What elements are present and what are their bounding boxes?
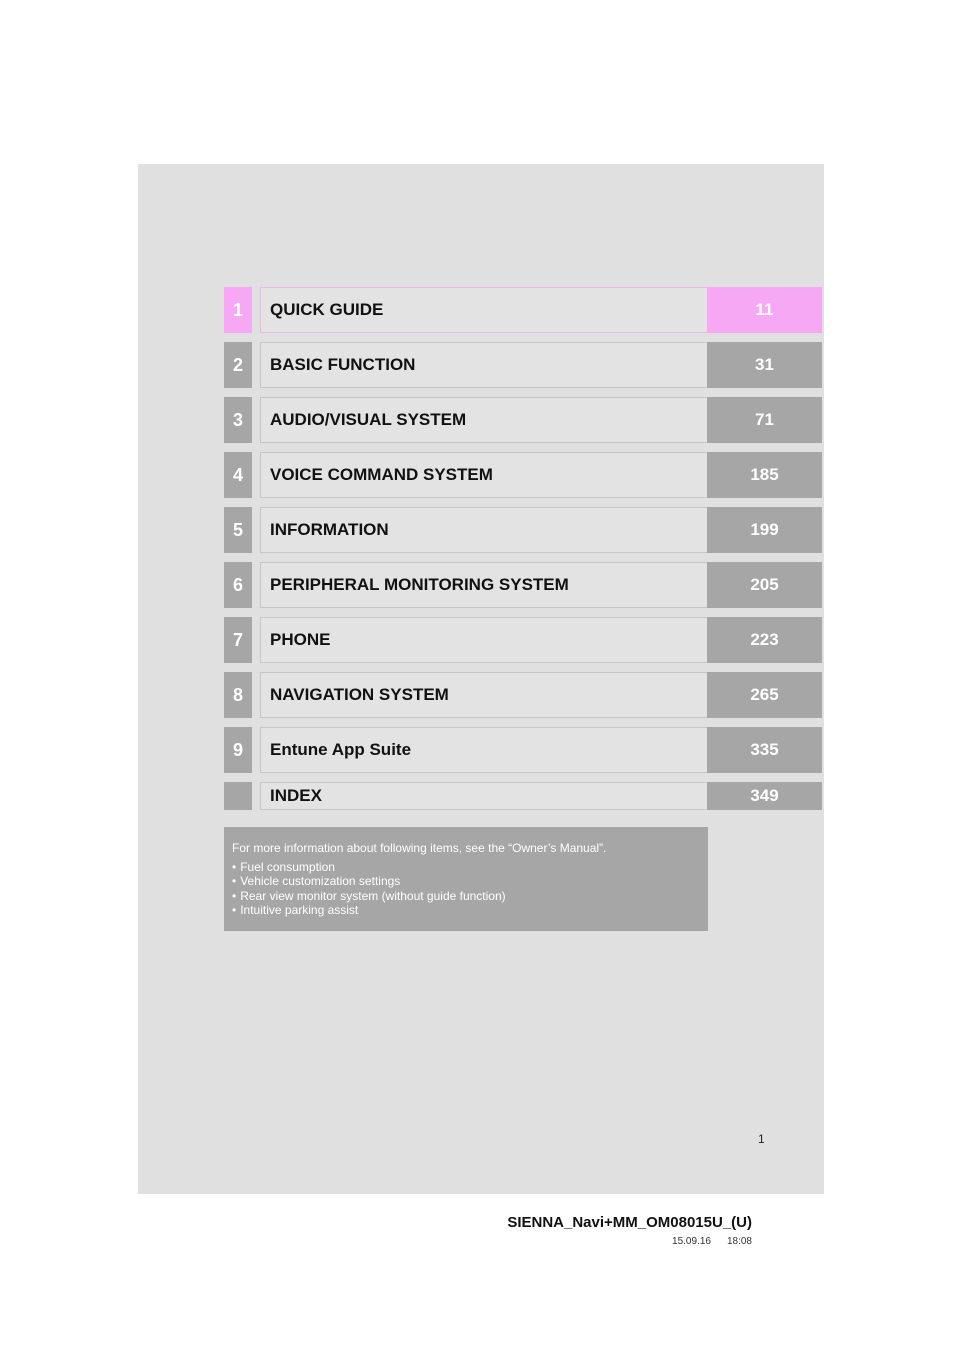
- chapter-title[interactable]: INFORMATION: [260, 507, 717, 553]
- toc-row-basic-function[interactable]: [224, 342, 822, 388]
- print-time: 18:08: [726, 1236, 752, 1247]
- toc-row-audio-visual-system[interactable]: [224, 397, 822, 443]
- note-item: • Vehicle customization settings: [232, 874, 708, 889]
- chapter-page[interactable]: 265: [707, 672, 822, 718]
- toc-row-information[interactable]: [224, 507, 822, 553]
- chapter-title[interactable]: VOICE COMMAND SYSTEM: [260, 452, 717, 498]
- note-intro: For more information about following items, see the “Owner’s Manual”.: [232, 841, 607, 855]
- chapter-title[interactable]: PERIPHERAL MONITORING SYSTEM: [260, 562, 717, 608]
- chapter-number: 1: [224, 287, 252, 333]
- chapter-number: 9: [224, 727, 252, 773]
- toc-row-quick-guide[interactable]: [224, 287, 822, 333]
- chapter-number: 5: [224, 507, 252, 553]
- toc-row-navigation-system[interactable]: [224, 672, 822, 718]
- index-page[interactable]: 349: [707, 782, 822, 810]
- chapter-page[interactable]: 185: [707, 452, 822, 498]
- chapter-title[interactable]: QUICK GUIDE: [260, 287, 717, 333]
- chapter-number: 6: [224, 562, 252, 608]
- owners-manual-note: [224, 827, 708, 931]
- chapter-title[interactable]: AUDIO/VISUAL SYSTEM: [260, 397, 717, 443]
- print-date: 15.09.16: [672, 1236, 711, 1247]
- chapter-page[interactable]: 71: [707, 397, 822, 443]
- print-timestamp: [672, 1236, 752, 1247]
- chapter-number: 2: [224, 342, 252, 388]
- chapter-page[interactable]: 199: [707, 507, 822, 553]
- chapter-title[interactable]: PHONE: [260, 617, 717, 663]
- toc-row-index[interactable]: [224, 782, 822, 810]
- note-item: • Fuel consumption: [232, 860, 708, 875]
- note-item: • Intuitive parking assist: [232, 903, 708, 918]
- toc-row-voice-command-system[interactable]: [224, 452, 822, 498]
- chapter-number: 8: [224, 672, 252, 718]
- toc-row-entune-app-suite[interactable]: [224, 727, 822, 773]
- toc-row-phone[interactable]: [224, 617, 822, 663]
- chapter-number: 4: [224, 452, 252, 498]
- chapter-number: 3: [224, 397, 252, 443]
- document-id: SIENNA_Navi+MM_OM08015U_(U): [507, 1214, 752, 1231]
- note-item: • Rear view monitor system (without guide function): [232, 889, 708, 904]
- chapter-title[interactable]: BASIC FUNCTION: [260, 342, 717, 388]
- chapter-number: 7: [224, 617, 252, 663]
- chapter-title[interactable]: NAVIGATION SYSTEM: [260, 672, 717, 718]
- toc-row-peripheral-monitoring-system[interactable]: [224, 562, 822, 608]
- chapter-page[interactable]: 11: [707, 287, 822, 333]
- chapter-page[interactable]: 223: [707, 617, 822, 663]
- chapter-page[interactable]: 335: [707, 727, 822, 773]
- chapter-page[interactable]: 205: [707, 562, 822, 608]
- chapter-page[interactable]: 31: [707, 342, 822, 388]
- chapter-number-blank: [224, 782, 252, 810]
- chapter-title[interactable]: Entune App Suite: [260, 727, 717, 773]
- index-title[interactable]: INDEX: [260, 782, 717, 810]
- page-number: 1: [758, 1132, 765, 1146]
